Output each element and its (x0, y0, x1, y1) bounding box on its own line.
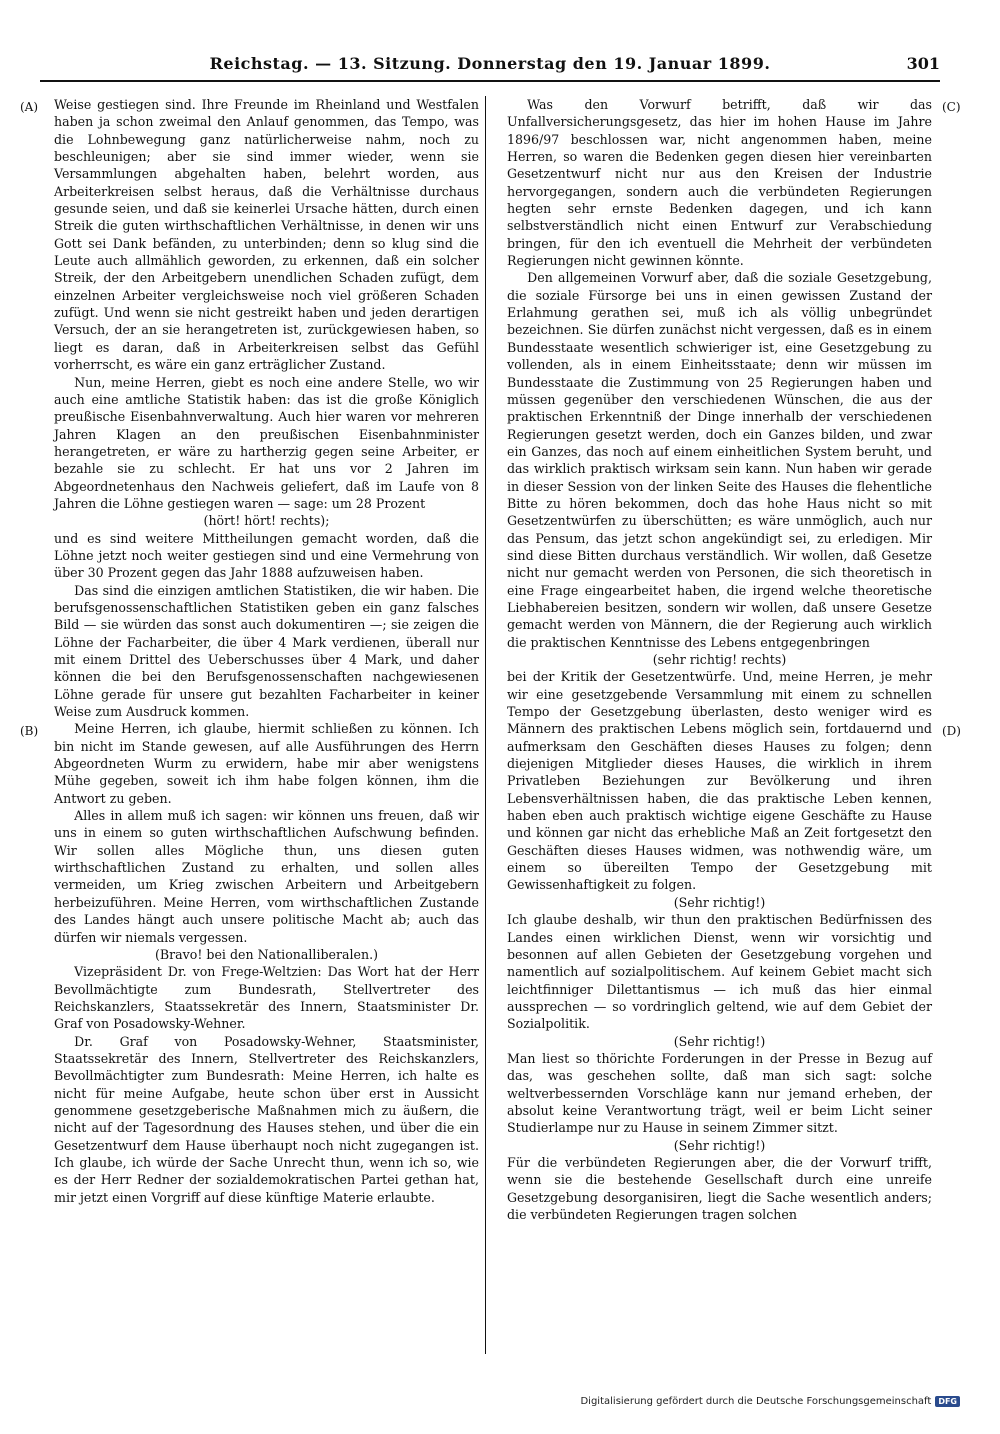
paragraph: bei der Kritik der Gesetzentwürfe. Und, meine Herren, je mehr wir eine gesetzgebende Versammlung mit einem zu schnellen Tempo der Gesetzgebung überlasten, desto weniger wird es Männern des praktischen Lebens möglich sein, fortdauernd und aufmerksam den Geschäften dieses Hauses zu folgen; denn diejenigen Mitglieder dieses Hauses, die wirklich in ihrem Privatleben Beziehungen zur Bevölkerung und ihren Lebensverhältnissen haben, die das praktische Leben kennen, haben eben auch praktisch wichtige eigene Geschäfte zu Hause und können gar nicht das erhebliche Maß an Zeit fortgesetzt den Geschäften dieses Hauses widmen, was nothwendig wäre, um einem so übereilten Tempo der Gesetzgebung mit Gewissenhaftigkeit zu folgen. (507, 669, 932, 893)
paragraph: Dr. Graf von Posadowsky-Wehner, Staatsminister, Staatssekretär des Innern, Stellvertreter des Reichskanzlers, Bevollmächtigter zum Bundesrath: Meine Herren, ich halte es nicht für meine Aufgabe, heute schon über erst in Aussicht genommene gesetzgeberische Maßnahmen mich zu äußern, die nicht auf der Tagesordnung des Hauses stehen, und über die ein Gesetzentwurf dem Hause überhaupt noch nicht zugegangen ist. Ich glaube, ich würde der Sache Unrecht thun, wenn ich so, wie es der Herr Redner der sozialdemokratischen Partei gethan hat, mir jetzt einen Vorgriff auf diese künftige Materie erlaubte. (54, 1033, 479, 1205)
paragraph: und es sind weitere Mittheilungen gemacht worden, daß die Löhne jetzt noch weiter gestiegen sind und eine Vermehrung von über 30 Prozent gegen das Jahr 1888 aufzuweisen haben. (54, 530, 479, 581)
margin-mark-c: (C) (942, 100, 961, 114)
page-number: 301 (906, 54, 940, 73)
paragraph: Alles in allem muß ich sagen: wir können uns freuen, daß wir uns in einem so guten wirthschaftlichen Aufschwung befinden. Wir sollen alles Mögliche thun, uns diesen guten wirthschaftlichen Zustand zu erhalten, und sollen alles vermeiden, um Krieg zwischen Arbeitern und Arbeitgebern herbeizuführen. Meine Herren, vom wirthschaftlichen Zustande des Landes hängt auch unsere politische Macht ab; auch das dürfen wir niemals vergessen. (54, 808, 479, 945)
dfg-logo-icon: DFG (935, 1396, 960, 1407)
paragraph: Das sind die einzigen amtlichen Statistiken, die wir haben. Die berufsgenossenschaftlichen Statistiken geben ein ganz falsches Bild — sie würden das sonst auch dokumentiren —; sie zeigen die Löhne der Facharbeiter, die über 4 Mark verdienen, überall nur mit einem Drittel des Ueberschusses über 4 Mark, und daher können die bei den Berufsgenossenschaften nachgewiesenen Löhne gerade für unsere gut bezahlten Facharbeiter in keiner Weise zum Ausdruck kommen. (54, 582, 479, 720)
paragraph: Für die verbündeten Regierungen aber, die der Vorwurf trifft, wenn sie die bestehende Gesellschaft durch eine unreife Gesetzgebung desorganisiren, liegt die Sache wesentlich anders; die verbündeten Regierungen tragen solchen (507, 1154, 932, 1222)
interjection: (Sehr richtig!) (673, 894, 766, 910)
interjection: (Sehr richtig!) (673, 1033, 766, 1049)
margin-mark-a: (A) (20, 100, 39, 114)
paragraph: Den allgemeinen Vorwurf aber, daß die soziale Gesetzgebung, die soziale Fürsorge bei uns in einen gewissen Zustand der Erlahmung gerathen sei, muß ich als völlig unbegründet bezeichnen. Sie dürfen zunächst nicht vergessen, daß es in einem Bundesstaate wesentlich schwieriger ist, eine Gesetzgebung zu vollenden, als in einem Einheitsstaate; denn wir müssen im Bundesstaate die Zustimmung von 25 Regierungen haben und müssen gegenüber den verschiedenen Wünschen, die aus der praktischen Erkenntniß der Dinge innerhalb der verschiedenen Regierungen gesetzt werden, doch ein Ganzes bilden, und zwar ein Ganzes, das noch auf einem einheitlichen System beruht, und das wirklich praktisch wirksam sein kann. Nun haben wir gerade in dieser Session von der linken Seite des Hauses die flehentliche Bitte zu hören bekommen, doch das hohe Haus nicht so mit Gesetzentwürfen zu überschütten; es wäre unmöglich, auch nur das Pensum, das jetzt schon angekündigt sei, zu erledigen. Mir sind diese Bitten durchaus verständlich. Wir wollen, daß Gesetze nicht nur gemacht werden von Personen, die sich theoretisch in eine Frage eingearbeitet haben, die irgend welche theoretische Liebhabereien besitzen, sondern wir wollen, daß unsere Gesetze gemacht werden von Männern, die der Regierung auch wirklich die praktischen Kenntnisse des Lebens entgegenbringen (507, 270, 932, 650)
paragraph: Vizepräsident Dr. von Frege-Weltzien: Das Wort hat der Herr Bevollmächtigte zum Bundesrath, Stellvertreter des Reichskanzlers, Staatssekretär des Innern, Staatsminister Dr. Graf von Posadowsky-Wehner. (54, 964, 479, 1032)
interjection: (Sehr richtig!) (673, 1137, 766, 1153)
column-divider (485, 96, 486, 1354)
page-title: Reichstag. — 13. Sitzung. Donnerstag den 19. Januar 1899. (209, 54, 771, 73)
paragraph: Meine Herren, ich glaube, hiermit schließen zu können. Ich bin nicht im Stande gewesen, auf alle Ausführungen des Herrn Abgeordneten Wurm zu erwidern, habe mir aber wenigstens Mühe gegeben, soweit ich ihm habe folgen können, ihm die Antwort zu geben. (54, 721, 479, 806)
paragraph: Man liest so thörichte Forderungen in der Presse in Bezug auf das, was geschehen sollte, daß man sich sagt: solche weltverbessernden Vorschläge kann nur jemand erheben, der absolut keine Verantwortung trägt, weil er beim Licht seiner Studierlampe nur zu Hause in seinem Zimmer sitzt. (507, 1050, 932, 1136)
margin-mark-d: (D) (942, 724, 961, 738)
interjection: (Bravo! bei den Nationalliberalen.) (154, 946, 379, 962)
interjection: (sehr richtig! rechts) (652, 652, 787, 667)
interjection: (hört! hört! rechts); (203, 513, 330, 529)
margin-mark-b: (B) (20, 724, 39, 738)
digitization-credit (580, 1396, 960, 1407)
paragraph: Ich glaube deshalb, wir thun den praktischen Bedürfnissen des Landes einen wirklichen Dienst, wenn wir vorsichtig und besonnen auf allen Gebieten der Gesetzgebung vorgehen und namentlich auf sozialpolitischem. Auf keinem Gebiet macht sich leichtfinniger Dilettantismus — ich muß das hier einmal aussprechen — so vordringlich geltend, wie auf dem Gebiet der Sozialpolitik. (507, 912, 932, 1032)
paragraph: Was den Vorwurf betrifft, daß wir das Unfallversicherungsgesetz, das hier im hohen Hause im Jahre 1896/97 beschlossen war, nicht angenommen haben, meine Herren, so waren die Bedenken gegen diesen hier vereinbarten Gesetzentwurf nicht nur aus den Kreisen der Industrie hervorgegangen, sondern auch die verbündeten Regierungen hegten sehr ernste Bedenken dagegen, und ich kann selbstverständlich nicht einen Entwurf zur Verabschiedung bringen, für den ich eventuell die Mehrheit der verbündeten Regierungen nicht gewinnen könnte. (507, 97, 932, 269)
paragraph: Weise gestiegen sind. Ihre Freunde im Rheinland und Westfalen haben ja schon zweimal den Anlauf genommen, das Tempo, was die Lohnbewegung ganz natürlicherweise nahm, noch zu beschleunigen; aber sie sind immer wieder, wenn sie Versammlungen abgehalten haben, belehrt worden, aus Arbeiterkreisen selbst heraus, daß die Verhältnisse durchaus gesunde seien, und daß sie keinerlei Ursache hätten, durch einen Streik die guten wirthschaftlichen Verhältnisse, in denen wir uns Gott sei Dank befänden, zu unterbinden; denn so klug sind die Leute auch allmählich geworden, zu erkennen, daß ein solcher Streik, der den Arbeitgebern unendlichen Schaden zufügt, dem einzelnen Arbeiter vergleichsweise noch viel größeren Schaden zufügt. Und wenn sie nicht gestreikt haben und jeden derartigen Versuch, der an sie herangetreten ist, zurückgewiesen haben, so liegt es daran, daß in Arbeiterkreisen selbst das Gefühl vorherrscht, es wäre ein ganz erträglicher Zustand. (54, 97, 479, 373)
left-column (54, 96, 479, 1206)
page-header (40, 54, 940, 82)
credit-text: Digitalisierung gefördert durch die Deutsche Forschungsgemeinschaft (580, 1396, 932, 1407)
paragraph: Nun, meine Herren, giebt es noch eine andere Stelle, wo wir auch eine amtliche Statistik haben: das ist die große Königlich preußische Eisenbahnverwaltung. Auch hier waren vor mehreren Jahren Klagen an den preußischen Eisenbahnminister herangetreten, er wäre zu hartherzig gegen seine Arbeiter, er bezahle sie zu schlecht. Er hat uns vor 2 Jahren im Abgeordnetenhaus den Nachweis geliefert, daß im Laufe von 8 Jahren die Löhne gestiegen waren — sage: um 28 Prozent (54, 374, 479, 511)
right-column (507, 96, 932, 1223)
